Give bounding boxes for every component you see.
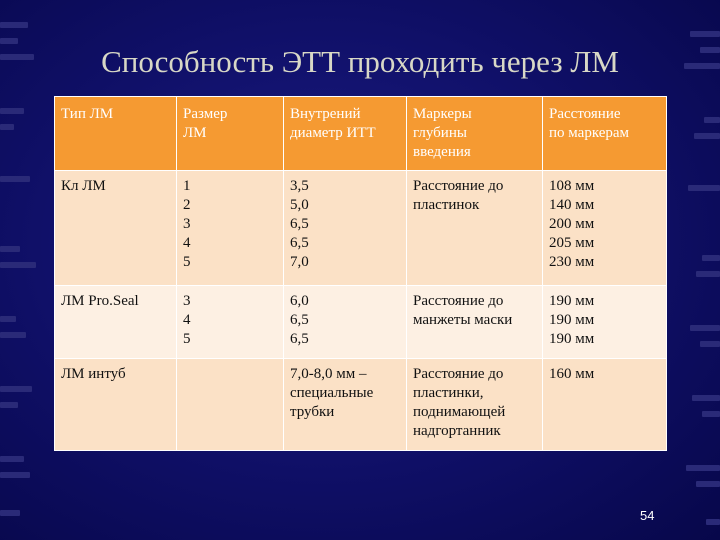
cell-marker-distance (543, 359, 667, 451)
cell-line: 200 мм (549, 216, 595, 232)
cell-line: Маркеры (413, 106, 472, 122)
cell-line: Расстояние (549, 106, 621, 122)
cell-line: 6,5 (290, 216, 309, 232)
cell-lm-size (177, 286, 284, 359)
cell-line: 230 мм (549, 254, 595, 270)
cell-line: пластинок (413, 197, 480, 213)
left-decorative-bars (0, 0, 40, 540)
cell-line: введения (413, 144, 471, 160)
cell-line: 160 мм (549, 366, 595, 382)
cell-line: 3,5 (290, 178, 309, 194)
cell-line: трубки (290, 404, 335, 420)
table-row (55, 171, 667, 286)
cell-line: диаметр ИТТ (290, 125, 376, 141)
cell-line: 190 мм (549, 293, 595, 309)
cell-inner-diameter (284, 359, 407, 451)
cell-line: 1 (183, 178, 191, 194)
cell-line: Расстояние до (413, 366, 504, 382)
header-cell-depth-markers (407, 97, 543, 171)
cell-line: 6,0 (290, 293, 309, 309)
cell-line: 6,5 (290, 235, 309, 251)
cell-line: манжеты маски (413, 312, 513, 328)
page-number: 54 (640, 508, 655, 523)
cell-line: 4 (183, 312, 191, 328)
cell-line: 108 мм (549, 178, 595, 194)
cell-lm-size (177, 359, 284, 451)
table-row (55, 359, 667, 451)
cell-line: Внутрений (290, 106, 361, 122)
cell-line: 4 (183, 235, 191, 251)
cell-line: специальные (290, 385, 374, 401)
cell-line: 5 (183, 331, 191, 347)
header-cell-lm-type (55, 97, 177, 171)
cell-line: 190 мм (549, 331, 595, 347)
cell-line: 190 мм (549, 312, 595, 328)
cell-line: 7,0-8,0 мм – (290, 366, 367, 382)
cell-depth-markers (407, 359, 543, 451)
cell-marker-distance (543, 286, 667, 359)
cell-lm-type (55, 359, 177, 451)
cell-line: 5 (183, 254, 191, 270)
cell-depth-markers (407, 171, 543, 286)
cell-lm-type (55, 286, 177, 359)
table-header-row (55, 97, 667, 171)
header-cell-inner-diameter (284, 97, 407, 171)
cell-line: Тип ЛМ (61, 106, 114, 122)
cell-line: Расстояние до (413, 178, 504, 194)
cell-line: глубины (413, 125, 467, 141)
cell-line: поднимающей (413, 404, 506, 420)
cell-inner-diameter (284, 286, 407, 359)
header-cell-lm-size (177, 97, 284, 171)
cell-lm-size (177, 171, 284, 286)
cell-line: пластинки, (413, 385, 484, 401)
cell-line: 3 (183, 216, 191, 232)
right-decorative-bars (680, 0, 720, 540)
cell-depth-markers (407, 286, 543, 359)
cell-line: ЛМ Pro.Seal (61, 293, 139, 309)
cell-line: Расстояние до (413, 293, 504, 309)
cell-line: Размер (183, 106, 228, 122)
cell-marker-distance (543, 171, 667, 286)
cell-line: 6,5 (290, 312, 309, 328)
cell-line: ЛМ (183, 125, 207, 141)
cell-line: 7,0 (290, 254, 309, 270)
cell-line: Кл ЛМ (61, 178, 106, 194)
table-row (55, 286, 667, 359)
cell-line: 5,0 (290, 197, 309, 213)
cell-line: 6,5 (290, 331, 309, 347)
cell-line: 2 (183, 197, 191, 213)
cell-inner-diameter (284, 171, 407, 286)
cell-line: 3 (183, 293, 191, 309)
lm-tube-table (54, 96, 667, 451)
cell-line: 205 мм (549, 235, 595, 251)
cell-line: надгортанник (413, 423, 501, 439)
cell-line: 140 мм (549, 197, 595, 213)
cell-line: ЛМ интуб (61, 366, 126, 382)
cell-line: по маркерам (549, 125, 630, 141)
slide-title: Способность ЭТТ проходить через ЛМ (101, 44, 619, 79)
header-cell-marker-distance (543, 97, 667, 171)
cell-lm-type (55, 171, 177, 286)
